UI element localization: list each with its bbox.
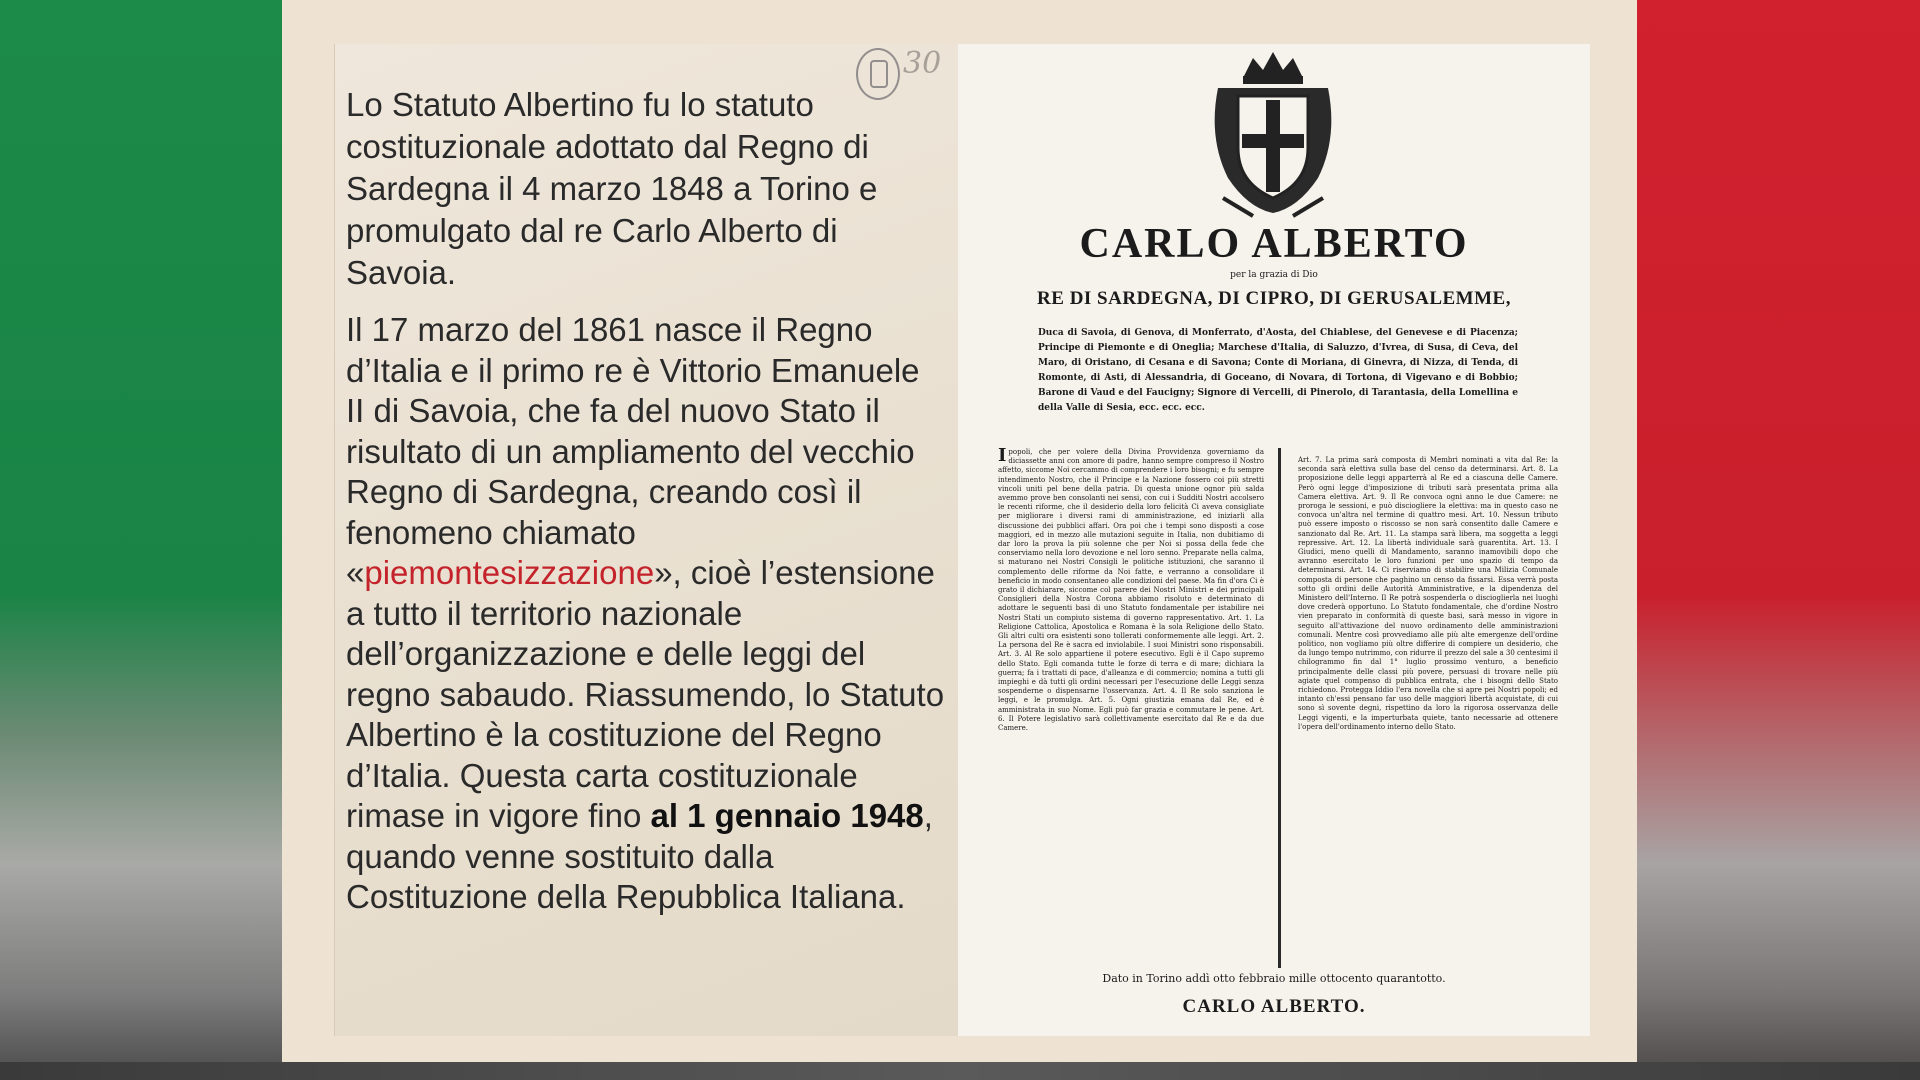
document-right-column: Art. 7. La prima sarà composta di Membri nominati a vita dal Re: la seconda sarà elettiva sulla base del censo da determinarsi. Art. 8. La proposizione delle leggi apparterrà al Re ed a ciascuna delle Camere. Però ogni legge d'imposizione di tributi sarà presentata prima alla Camera elettiva. Art. 9. Il Re convoca ogni anno le due Camere: ne proroga le sessioni, e può disciogliere la elettiva: ma in questo caso ne convoca un'altra nel termine di quattro mesi. Art. 10. Nessun tributo può essere imposto o riscosso se non sarà consentito dalle Camere e sanzionato dal Re. Art. 11. La stampa sarà libera, ma soggetta a leggi repressive. Art. 12. La libertà individuale sarà guarentita. Art. 13. I Giudici, meno quelli di Mandamento, saranno inamovibili dopo che avranno esercitato le loro funzioni per uno spazio di tempo da determinarsi. Art. 14. Ci riserviamo di stabilire una Milizia Comunale composta di persone che paghino un censo da fissarsi. Essa verrà posta sotto gli ordini delle Autorità Amministrative, e la dipendenza del Ministero dell'Interno. Il Re potrà sospenderla o discioglierla nei luoghi dove crederà opportuno. Lo Statuto fondamentale, che d'ordine Nostro vien preparato in conformità di queste basi, sarà messo in vigore in seguito all'attivazione del nuovo ordinamento delle amministrazioni comunali. Mentre così provvediamo alle più alte emergenze dell'ordine politico, non vogliamo più oltre differire di compiere un desiderio, che da lungo tempo nutrimmo, con ridurre il prezzo del sale a 30 centesimi il chilogrammo fin dal 1° luglio prossimo venturo, a beneficio principalmente delle classi più povere, persuasi di trovare nelle più agiate quel compenso di pubblica entrata, che i bisogni dello Stato richiedono. Protegga Iddio l'era novella che si apre pei Nostri popoli; ed intanto ch'essi pensano far uso delle maggiori libertà acquistate, di cui sono sì sovente degni, rispettino da loro la rigorosa osservanza delle Leggi vigenti, e la imperturbata quiete, tanto necessarie ad ottenere l'opera dell'ordinamento interno dello Stato. — [1298, 456, 1558, 731]
flag-green-band — [0, 0, 282, 1080]
historic-document-image — [958, 44, 1590, 1036]
document-left-column — [998, 448, 1264, 1008]
paragraph-text-3: , quando venne sostituito dalla Costituzione della Repubblica Italiana. — [346, 797, 933, 915]
flag-red-band — [1637, 0, 1920, 1080]
highlight-piemontesizzazione: piemontesizzazione — [364, 554, 655, 591]
paragraph-statuto: Lo Statuto Albertino fu lo statuto costituzionale adottato dal Regno di Sardegna il 4 marzo 1848 a Torino e promulgato dal re Carlo Alberto di Savoia. — [346, 86, 878, 291]
document-signature: CARLO ALBERTO. — [1182, 996, 1366, 1017]
document-titles: Duca di Savoia, di Genova, di Monferrato, d'Aosta, del Chiablese, del Genevese e di Piacenza; Principe di Piemonte e di Oneglia; Marchese d'Italia, di Saluzzo, d'Ivrea, di Susa, di Ceva, del Maro, di Oristano, di Cesana e di Savona; Conte di Moriana, di Ginevra, di Nizza, di Tenda, di Romonte, di Asti, di Alessandria, di Goceano, di Novara, di Tortona, di Vigevano e di Bobbio; Barone di Vaud e del Faucigny; Signore di Vercelli, di Pinerolo, di Tarantasia, della Lomellina e della Valle di Sesia, ecc. ecc. ecc. — [1038, 328, 1518, 413]
drop-cap: I — [998, 448, 1007, 466]
column-divider — [1278, 448, 1281, 968]
bold-date: al 1 gennaio 1948 — [650, 797, 924, 834]
slide-body-text — [346, 84, 946, 918]
document-date-line: Dato in Torino addì otto febbraio mille ottocento quarantotto. — [1102, 972, 1446, 985]
archive-stamp: 30 — [903, 46, 942, 81]
left-column-text: popoli, che per volere della Divina Provvidenza governiamo da diciassette anni con amore di padre, hanno sempre compreso il Nostro affetto, siccome Noi cercammo di comprendere i loro bisogni; e fu sempre intendimento Nostro, che il Principe e la Nazione fossero coi più stretti vincoli uniti pel bene della patria. Di questa unione ognor più salda avemmo prove ben consolanti nei sensi, con cui i Sudditi Nostri accolsero le recenti riforme, che il desiderio della loro felicità Ci aveva consigliate per migliorare i diversi rami di amministrazione, ed iniziarli alla discussione dei pubblici affari. Ora poi che i tempi sono disposti a cose maggiori, ed in mezzo alle mutazioni seguite in Italia, non dubitiamo di dar loro la prova la più solenne che per Noi si possa della fede che conserviamo nella loro devozione e nel loro senno. Preparate nella calma, si maturano nei Nostri Consigli le politiche istituzioni, che saranno il complemento delle riforme da Noi fatte, e verranno a consolidare il beneficio in modo consentaneo alle condizioni del paese. Ma fin d'ora Ci è grato il dichiarare, siccome col parere dei Nostri Ministri e dei principali Consiglieri della Nostra Corona abbiamo risoluto e determinato di adottare le seguenti basi di uno Statuto fondamentale per istabilire nei Nostri Stati un compiuto sistema di governo rappresentativo. Art. 1. La Religione Cattolica, Apostolica e Romana è la sola Religione dello Stato. Gli altri culti ora esistenti sono tollerati conformemente alle leggi. Art. 2. La persona del Re è sacra ed inviolabile. I suoi Ministri sono risponsabili. Art. 3. Al Re solo appartiene il potere esecutivo. Egli è il Capo supremo dello Stato. Egli comanda tutte le forze di terra e di mare; dichiara la guerra; fa i trattati di pace, d'alleanza e di commercio; nomina a tutti gli impieghi e dà tutti gli ordini necessari per l'esecuzione delle Leggi senza sospenderne o dispensarne l'osservanza. Art. 4. Il Re solo sanziona le leggi, e le promulga. Art. 5. Ogni giustizia emana dal Re, ed è amministrata in suo Nome. Egli può far grazia e commutare le pene. Art. 6. Il Potere legislativo sarà collettivamente esercitato dal Re e da due Camere. — [998, 448, 1264, 733]
bottom-shade — [0, 1062, 1920, 1080]
document-grazia: per la grazia di Dio — [1230, 270, 1318, 280]
savoy-crest-icon — [1198, 48, 1348, 218]
paragraph-text-2: », cioè l’estensione a tutto il territorio nazionale dell’organizzazione e delle leggi del regno sabaudo. Riassumendo, lo Statuto Albertino è la costituzione del Regno d’Italia. Questa carta costituzionale rimase in vigore fino — [346, 554, 945, 834]
paragraph-regno-italia — [346, 310, 946, 918]
document-title: CARLO ALBERTO — [1079, 221, 1469, 267]
document-subtitle: RE DI SARDEGNA, DI CIPRO, DI GERUSALEMME, — [1037, 288, 1511, 309]
paragraph-text-1: Il 17 marzo del 1861 nasce il Regno d’Italia e il primo re è Vittorio Emanuele II di Savoia, che fa del nuovo Stato il risultato di un ampliamento del vecchio Regno di Sardegna, creando così il fenomeno chiamato « — [346, 311, 920, 591]
